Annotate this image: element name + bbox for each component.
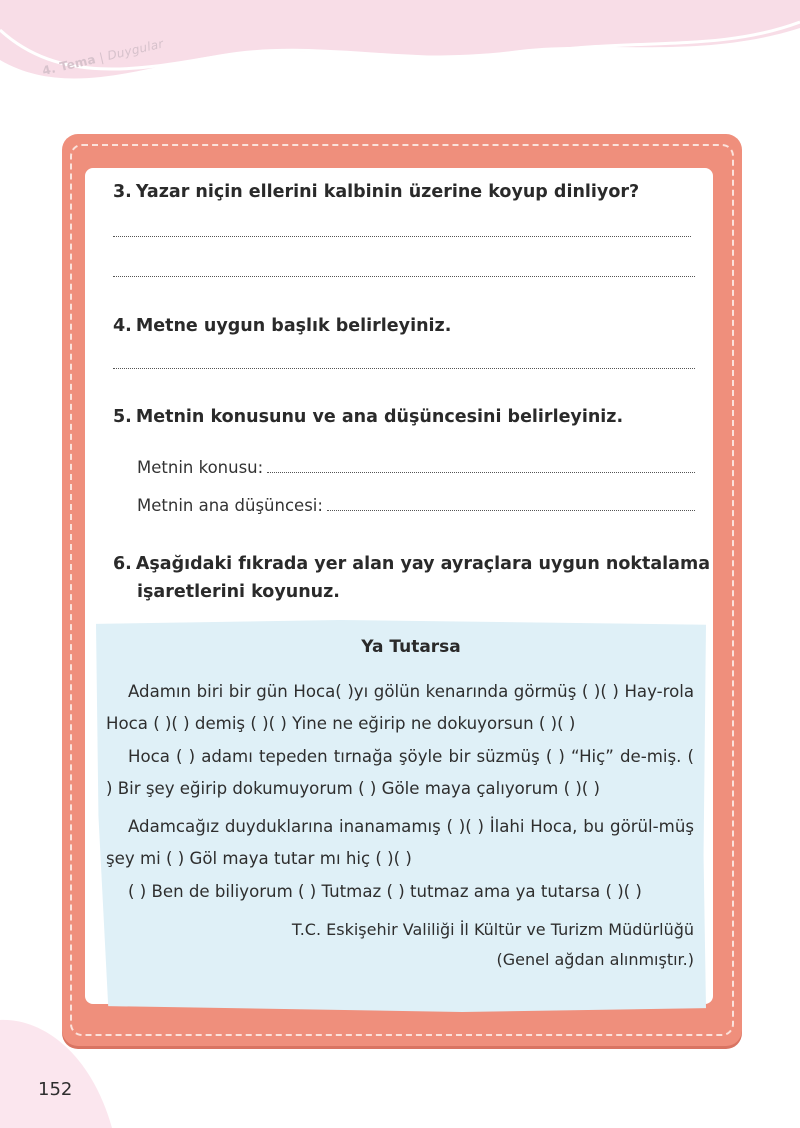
question-4 (113, 312, 451, 340)
story-paragraph-4: ( ) Ben de biliyorum ( ) Tutmaz ( ) tutmaz ama ya tutarsa ( )( ) (128, 882, 642, 901)
topic-label: Metnin konusu: (137, 458, 264, 477)
question-text: Yazar niçin ellerini kalbinin üzerine koyup dinliyor? (135, 182, 640, 202)
story-paragraph-2: Hoca ( ) adamı tepeden tırnağa şöyle bir süzmüş ( ) “Hiç” de-miş. ( ) Bir şey eğirip dokumuyorum ( ) Göle maya çalıyorum ( )( ) (106, 747, 694, 798)
question-6 (113, 550, 710, 578)
page-number: 152 (38, 1079, 73, 1100)
question-number: 6. (113, 554, 132, 574)
theme-number: 4. Tema (40, 52, 98, 78)
question-text-line1: Aşağıdaki fıkrada yer alan yay ayraçlara uygun noktalama (135, 554, 711, 574)
story-paragraph-1: Adamın biri bir gün Hoca( )yı gölün kenarında görmüş ( )( ) Hay-rola Hoca ( )( ) demiş ( )( ) Yine ne eğirip ne dokuyorsun ( )( ) (106, 682, 694, 733)
topic-answer-line[interactable] (267, 460, 695, 473)
theme-separator: | (97, 50, 106, 65)
question-number: 5. (113, 407, 132, 427)
answer-line[interactable] (113, 368, 695, 369)
main-idea-field (137, 496, 695, 515)
topic-field (137, 458, 695, 477)
question-6-continued (137, 578, 340, 606)
question-5 (113, 403, 623, 431)
main-idea-answer-line[interactable] (327, 498, 695, 511)
story-paragraph-3: Adamcağız duyduklarına inanamamış ( )( ) İlahi Hoca, bu görül-müş şey mi ( ) Göl maya tutar mı hiç ( )( ) (106, 817, 694, 868)
story-title: Ya Tutarsa (361, 637, 461, 657)
question-number: 4. (113, 316, 132, 336)
question-text-line2: işaretlerini koyunuz. (137, 582, 340, 602)
question-text: Metne uygun başlık belirleyiniz. (135, 316, 452, 336)
answer-line[interactable] (113, 236, 691, 237)
question-text: Metnin konusunu ve ana düşüncesini belirleyiniz. (135, 407, 624, 427)
theme-title: Duygular (106, 36, 165, 63)
story-source: T.C. Eskişehir Valiliği İl Kültür ve Turizm Müdürlüğü (291, 920, 694, 939)
story-source-note: (Genel ağdan alınmıştır.) (496, 950, 694, 969)
question-3 (113, 178, 639, 206)
question-number: 3. (113, 182, 132, 202)
main-idea-label: Metnin ana düşüncesi: (137, 496, 323, 515)
answer-line[interactable] (113, 276, 695, 277)
